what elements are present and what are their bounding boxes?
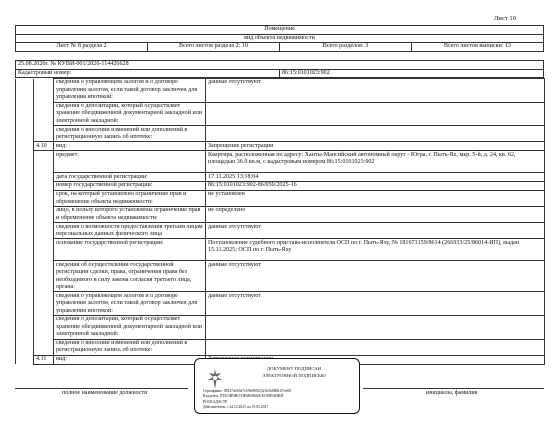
row-value: не определено bbox=[206, 207, 545, 223]
row-label: сведения о внесении изменений или дополнений в регистрационную запись об ипотеке: bbox=[54, 126, 206, 142]
row-value: Постановление судебного пристава-исполнителя ОСП по г. Пыть-Яху, № 181673159/8614 (266933/25/86014-ИП), выдан 15.11.2025; ОСП по г. Пыть-Яху bbox=[206, 239, 545, 261]
table-row bbox=[16, 190, 545, 206]
row-value: не установлен bbox=[206, 190, 545, 206]
sheet-label: Лист № 8 раздела 2 bbox=[16, 43, 148, 52]
position-caption: полное наименование должности bbox=[62, 390, 148, 396]
row-label: сведения о депозитарии, который осуществляет хранение обездвиженной документарной закладной или электронной закладной: bbox=[54, 102, 206, 126]
row-value: данные отсутствуют bbox=[206, 261, 545, 292]
sections-label: Всего разделов: 3 bbox=[280, 43, 412, 52]
cadastral-label: Кадастровый номер: bbox=[16, 69, 280, 78]
row-value: данные отсутствуют bbox=[206, 223, 545, 239]
row-label: срок, на который установлено ограничение прав и обременение объекта недвижимости: bbox=[54, 190, 206, 206]
table-row bbox=[16, 142, 545, 151]
stamp-certificate: Сертификат: 03947d416d7e5f9e880f1521b5b880b1f7e665 bbox=[203, 389, 292, 393]
entry-number: 4.10 bbox=[34, 142, 54, 151]
stamp-line-1: ДОКУМЕНТ ПОДПИСАН bbox=[266, 366, 322, 371]
row-label: дата государственной регистрации: bbox=[54, 173, 206, 182]
row-value bbox=[206, 339, 545, 355]
name-caption: инициалы, фамилия bbox=[426, 390, 478, 396]
row-value: Запрещение регистрации bbox=[206, 142, 545, 151]
row-label: лицо, в пользу которого установлены ограничение прав и обременение объекта недвижимости: bbox=[54, 207, 206, 223]
encumbrance-table bbox=[15, 78, 545, 365]
table-row bbox=[16, 239, 545, 261]
table-row bbox=[16, 261, 545, 292]
object-title: Помещение bbox=[16, 26, 544, 35]
sheet-number: Лист 10 bbox=[493, 15, 516, 22]
row-label: сведения о возможности предоставления третьим лицам персональных данных физического лица bbox=[54, 223, 206, 239]
entry-number: 4.11 bbox=[34, 355, 54, 364]
row-label: вид: bbox=[54, 142, 206, 151]
table-row bbox=[16, 173, 545, 182]
row-value: 86:15:0101023:902-86/050/2025-16 bbox=[206, 182, 545, 191]
emblem-icon bbox=[207, 368, 223, 390]
position-signature-line bbox=[15, 388, 188, 389]
row-value: данные отсутствуют bbox=[206, 79, 545, 103]
name-signature-line bbox=[363, 388, 544, 389]
row-label: предмет: bbox=[54, 151, 206, 173]
row-label: сведения о управляющем залогом и о договоре управления залогом, если такой договор заключен для управления ипотекой: bbox=[54, 292, 206, 316]
extract-sheets-label: Всего листов выписки: 13 bbox=[412, 43, 544, 52]
document-header bbox=[15, 25, 544, 52]
row-label: основание государственной регистрации: bbox=[54, 239, 206, 261]
electronic-signature-stamp bbox=[194, 358, 360, 414]
stamp-owner-2: РОСКАДАСТР bbox=[203, 399, 228, 404]
row-value: Квартира, расположенная по адресу: Ханты-Мансийский автономный округ - Югра, г. Пыть-Ях, мкр. 5-й, д. 24, кв. 62, площадью 36.9 кв.м, с кадастровым номером 86:15:0101023:902 bbox=[206, 151, 545, 173]
row-value: 17.11.2025 13:18:04 bbox=[206, 173, 545, 182]
stamp-owner: Владелец: ПУБЛИЧНО-ПРАВОВАЯ КОМПАНИЯ bbox=[203, 394, 283, 399]
row-label: вид: bbox=[54, 355, 206, 364]
table-row bbox=[16, 223, 545, 239]
row-label: сведения о внесении изменений или дополнений в регистрационную запись об ипотеке: bbox=[54, 339, 206, 355]
object-subtitle: вид объекта недвижимости bbox=[16, 34, 544, 43]
table-row bbox=[16, 151, 545, 173]
table-row bbox=[16, 316, 545, 340]
row-label: сведения об осуществлении государственной регистрации сделки, права, ограничения права без необходимого в силу закона согласия третьего лица, органа: bbox=[54, 261, 206, 292]
table-row bbox=[16, 79, 545, 103]
table-row bbox=[16, 182, 545, 191]
cadastral-value: 86:15:0101023:902 bbox=[280, 69, 544, 78]
table-row bbox=[16, 292, 545, 316]
row-value bbox=[206, 102, 545, 126]
table-row bbox=[16, 102, 545, 126]
section-sheets-label: Всего листов раздела 2: 10 bbox=[148, 43, 280, 52]
extract-date-number: 25.08.2026г. № КУВИ-001/2026-114426628 bbox=[16, 61, 544, 70]
document-meta bbox=[15, 60, 544, 78]
table-row bbox=[16, 207, 545, 223]
stamp-validity: Действителен: с 24.12.2025 по 19.03.2027 bbox=[203, 405, 269, 410]
row-value bbox=[206, 126, 545, 142]
row-value: данные отсутствуют bbox=[206, 292, 545, 316]
row-label: сведения о управляющем залогом и о договоре управления залогом, если такой договор заключен для управления ипотекой: bbox=[54, 79, 206, 103]
stamp-line-2: ЭЛЕКТРОННОЙ ПОДПИСЬЮ bbox=[262, 373, 326, 378]
table-row bbox=[16, 339, 545, 355]
table-row bbox=[16, 126, 545, 142]
row-value bbox=[206, 316, 545, 340]
row-label: сведения о депозитарии, который осуществляет хранение обездвиженной документарной закладной или электронной закладной: bbox=[54, 316, 206, 340]
row-label: номер государственной регистрации: bbox=[54, 182, 206, 191]
